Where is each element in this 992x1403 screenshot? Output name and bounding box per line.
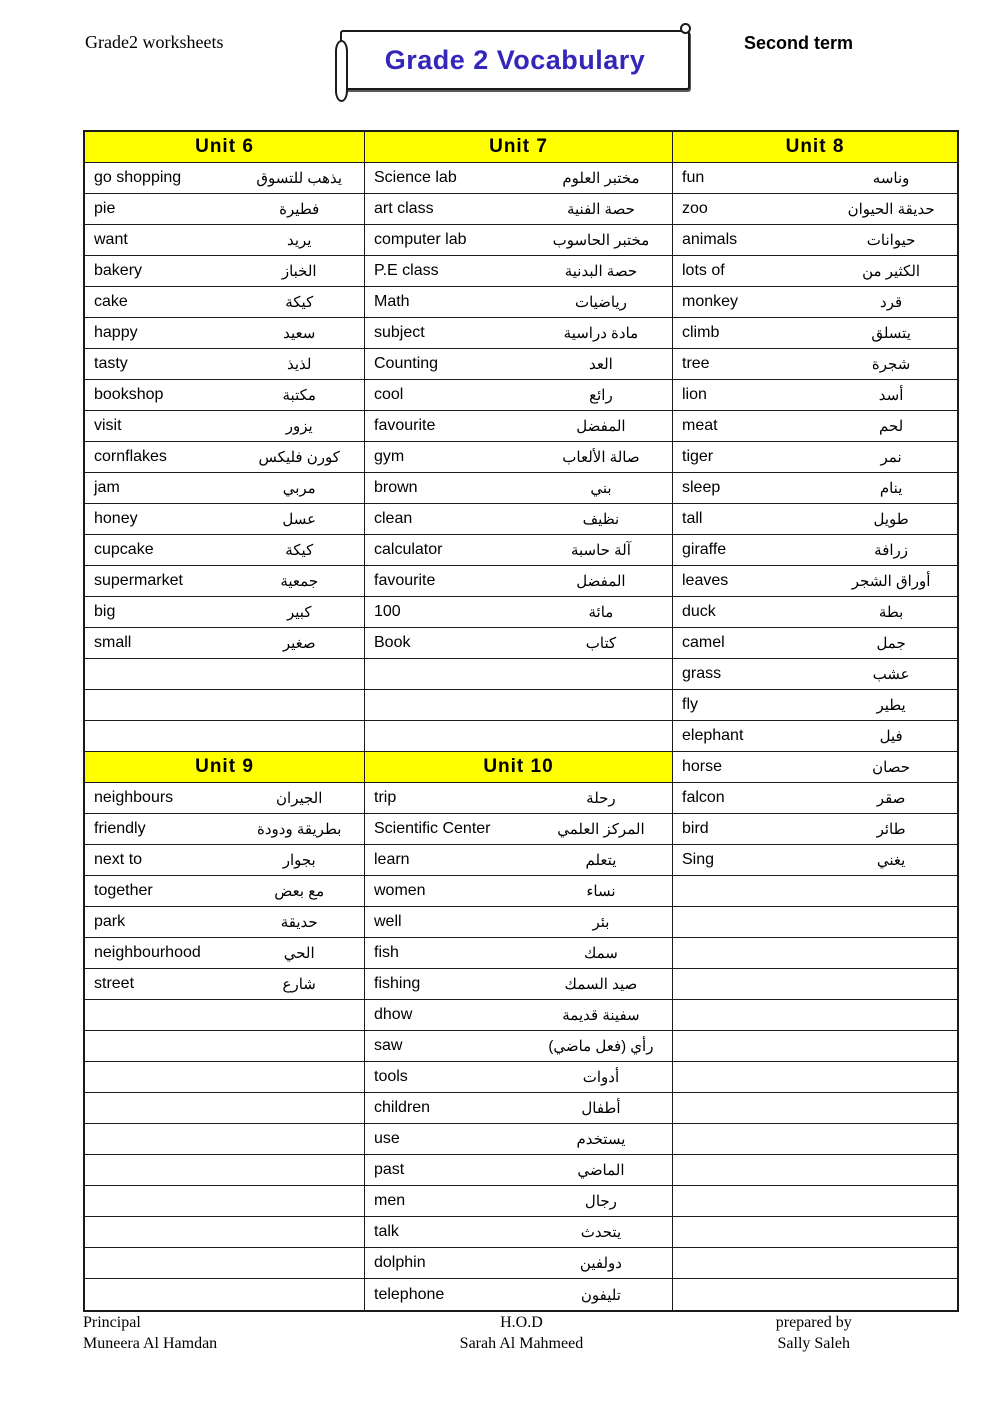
empty-row [673,907,957,938]
table-row [365,504,672,535]
arabic-word: ينام [879,480,903,497]
arabic-word: قرد [880,294,903,311]
english-word: duck [682,603,716,620]
english-word: Scientific Center [374,820,491,837]
english-word: tools [374,1068,408,1085]
arabic-word: المفضل [576,573,626,590]
arabic-word: بني [590,480,612,497]
english-word: pie [94,200,116,217]
empty-row [673,876,957,907]
english-word: clean [374,510,413,527]
empty-row [673,1186,957,1217]
arabic-word: كورن فليكس [258,449,340,466]
empty-row [673,1124,957,1155]
empty-row [673,1248,957,1279]
empty-row [673,1093,957,1124]
arabic-word: يريد [286,232,312,249]
empty-row [85,1217,364,1248]
arabic-word: يزور [285,418,313,435]
table-row [365,1217,672,1248]
arabic-word: الجيران [276,790,323,807]
arabic-word: يذهب للتسوق [256,170,343,187]
unit-column [364,132,672,1310]
unit-header: Unit 8 [673,132,957,163]
arabic-word: كيكة [285,542,314,559]
table-row [85,411,364,442]
english-word: past [374,1161,405,1178]
table-row [365,907,672,938]
english-word: Counting [374,355,439,372]
english-word: meat [682,417,718,434]
footer-name: Sally Saleh [777,1335,850,1352]
table-row [365,783,672,814]
english-word: giraffe [682,541,727,558]
arabic-word: عسل [282,511,317,528]
arabic-word: يطير [876,697,906,714]
english-word: horse [682,758,723,775]
table-row [85,504,364,535]
arabic-word: وناسه [872,170,910,187]
arabic-word: حديقة [280,914,318,931]
footer-hod [375,1312,667,1354]
table-row [85,938,364,969]
table-row [85,845,364,876]
arabic-word: فيل [879,728,903,745]
english-word: fishing [374,975,421,992]
arabic-word: مختبر العلوم [562,170,640,187]
arabic-word: حيوانات [866,232,916,249]
arabic-word: مائة [588,604,614,621]
arabic-word: العد [589,356,613,373]
empty-row [85,1031,364,1062]
table-row [365,163,672,194]
table-row [673,566,957,597]
table-row [365,1031,672,1062]
arabic-word: حديقة الحيوان [847,201,935,218]
arabic-word: الماضي [577,1162,625,1179]
arabic-word: صقر [876,790,906,807]
english-word: honey [94,510,138,527]
arabic-word: المركز العلمي [557,821,645,838]
arabic-word: دولفين [579,1255,622,1272]
arabic-word: بطريقة ودودة [257,821,342,838]
english-word: lion [682,386,707,403]
table-row [365,1248,672,1279]
footer-role: prepared by [775,1314,852,1331]
arabic-word: يتحدث [580,1224,622,1241]
english-word: Sing [682,851,715,868]
arabic-word: مع بعض [274,883,325,900]
arabic-word: صالة الألعاب [562,449,640,466]
scroll-banner [340,30,690,90]
arabic-word: الكثير من [862,263,921,280]
table-row [365,411,672,442]
english-word: lots of [682,262,725,279]
empty-row [85,1062,364,1093]
unit-header: Unit 6 [85,132,364,163]
english-word: 100 [374,603,401,620]
table-row [365,1279,672,1310]
english-word: Book [374,634,411,651]
scroll-curl-icon [680,23,691,34]
table-row [365,1062,672,1093]
table-row [85,628,364,659]
arabic-word: رحلة [586,790,616,807]
arabic-word: يتسلق [871,325,911,342]
arabic-word: المفضل [576,418,626,435]
arabic-word: يستخدم [576,1131,626,1148]
english-word: next to [94,851,143,868]
table-row [673,287,957,318]
arabic-word: مادة دراسية [563,325,639,342]
arabic-word: بجوار [282,852,316,869]
table-row [85,225,364,256]
table-row [673,628,957,659]
english-word: fun [682,169,705,186]
unit-header: Unit 7 [365,132,672,163]
english-word: computer lab [374,231,467,248]
english-word: fly [682,696,698,713]
table-row [85,597,364,628]
english-word: art class [374,200,434,217]
arabic-word: سعيد [283,325,316,342]
table-row [365,194,672,225]
empty-row [365,721,672,752]
table-row [673,473,957,504]
english-word: well [374,913,402,930]
english-word: favourite [374,572,436,589]
arabic-word: جمعية [280,573,319,590]
arabic-word: مربي [282,480,316,497]
table-row [365,1155,672,1186]
arabic-word: الحي [283,945,315,962]
arabic-word: كتاب [585,635,617,652]
footer-prepared-by [668,1312,960,1354]
arabic-word: مختبر الحاسوب [552,232,650,249]
english-word: climb [682,324,720,341]
table-row [673,690,957,721]
table-row [365,442,672,473]
table-row [365,225,672,256]
english-word: dhow [374,1006,413,1023]
english-word: neighbours [94,789,174,806]
table-row [673,163,957,194]
english-word: P.E class [374,262,439,279]
table-row [365,318,672,349]
arabic-word: الخباز [281,263,317,280]
english-word: fish [374,944,399,961]
arabic-word: حصة الفنية [566,201,635,218]
english-word: telephone [374,1285,445,1303]
arabic-word: أسد [878,387,904,404]
english-word: supermarket [94,572,183,589]
empty-row [673,1279,957,1310]
arabic-word: سفينة قديمة [562,1007,640,1024]
english-word: camel [682,634,725,651]
arabic-word: أوراق الشجر [851,573,931,590]
footer-role: Principal [83,1314,141,1331]
english-word: dolphin [374,1254,426,1271]
empty-row [85,721,364,752]
arabic-word: نمر [880,449,902,466]
empty-row [365,659,672,690]
empty-row [673,1031,957,1062]
arabic-word: طويل [873,511,909,528]
empty-row [85,1248,364,1279]
arabic-word: كبير [286,604,312,621]
english-word: trip [374,789,397,806]
english-word: bakery [94,262,143,279]
arabic-word: رجال [584,1193,617,1210]
arabic-word: زرافة [874,542,909,559]
english-word: Math [374,293,410,310]
english-word: men [374,1192,406,1209]
arabic-word: شجرة [871,356,911,373]
english-word: visit [94,417,122,434]
table-row [365,566,672,597]
english-word: tall [682,510,703,527]
empty-row [673,938,957,969]
arabic-word: صغير [282,635,316,652]
english-word: monkey [682,293,739,310]
english-word: subject [374,324,425,341]
empty-row [85,1186,364,1217]
english-word: tiger [682,448,714,465]
table-row [365,597,672,628]
arabic-word: تليفون [580,1286,621,1304]
arabic-word: رياضيات [574,294,627,311]
empty-row [85,1155,364,1186]
arabic-word: يتعلم [585,852,617,869]
empty-row [85,1093,364,1124]
english-word: tasty [94,355,128,372]
arabic-word: يغني [876,852,906,869]
table-row [673,349,957,380]
table-row [365,349,672,380]
table-row [673,535,957,566]
english-word: calculator [374,541,443,558]
table-row [85,535,364,566]
english-word: go shopping [94,169,182,186]
english-word: leaves [682,572,729,589]
arabic-word: لذيذ [286,356,312,373]
table-row [365,535,672,566]
table-row [365,1000,672,1031]
english-word: use [374,1130,400,1147]
table-row [85,783,364,814]
table-row [85,907,364,938]
unit-column [85,132,364,1310]
arabic-word: نظيف [582,511,620,528]
english-word: cake [94,293,128,310]
english-word: street [94,975,135,992]
arabic-word: رأي (فعل ماضي) [548,1038,654,1055]
table-row [365,938,672,969]
empty-row [673,1000,957,1031]
english-word: happy [94,324,138,341]
empty-row [673,1062,957,1093]
empty-row [673,1217,957,1248]
english-word: falcon [682,789,725,806]
english-word: gym [374,448,405,465]
arabic-word: صيد السمك [564,976,638,993]
english-word: cool [374,386,404,403]
arabic-word: أدوات [582,1069,620,1086]
table-row [673,318,957,349]
english-word: Science lab [374,169,457,186]
table-row [365,256,672,287]
english-word: bird [682,820,709,837]
vocab-table [83,130,959,1312]
table-row [365,969,672,1000]
table-row [673,814,957,845]
table-row [365,876,672,907]
arabic-word: جمل [876,635,906,652]
arabic-word: شارع [282,976,316,993]
english-word: elephant [682,727,744,744]
empty-row [365,690,672,721]
worksheet-label: Grade2 worksheets [85,32,224,52]
arabic-word: سمك [583,945,618,962]
english-word: talk [374,1223,399,1240]
footer-role: H.O.D [500,1314,543,1331]
table-row [365,287,672,318]
english-word: tree [682,355,710,372]
english-word: grass [682,665,722,682]
scroll-roll-icon [335,40,348,102]
table-row [365,845,672,876]
english-word: sleep [682,479,721,496]
english-word: brown [374,479,418,496]
table-row [673,659,957,690]
unit-column [672,132,957,1310]
footer-principal [83,1312,375,1354]
arabic-word: كيكة [285,294,314,311]
empty-row [673,1155,957,1186]
arabic-word: رائع [589,387,613,404]
table-row [85,442,364,473]
table-row [365,1124,672,1155]
table-row [85,876,364,907]
english-word: children [374,1099,431,1116]
table-row [673,597,957,628]
table-row [85,380,364,411]
table-row [365,1186,672,1217]
table-row [673,504,957,535]
english-word: saw [374,1037,403,1054]
table-row [673,256,957,287]
table-row [365,814,672,845]
english-word: jam [94,479,120,496]
table-row [673,225,957,256]
english-word: bookshop [94,386,164,403]
empty-row [673,969,957,1000]
empty-row [85,690,364,721]
english-word: learn [374,851,410,868]
english-word: zoo [682,200,708,217]
table-row [673,380,957,411]
empty-row [85,1124,364,1155]
table-row [85,287,364,318]
table-row [365,628,672,659]
english-word: small [94,634,132,651]
english-word: friendly [94,820,146,837]
table-row [85,256,364,287]
arabic-word: حصة البدنية [564,263,638,280]
arabic-word: طائر [876,821,906,838]
table-row [673,721,957,752]
table-row [673,752,957,783]
english-word: big [94,603,116,620]
table-row [85,969,364,1000]
table-row [673,783,957,814]
footer-name: Sarah Al Mahmeed [459,1335,584,1352]
footer [83,1312,960,1354]
english-word: cornflakes [94,448,167,465]
page-title: Grade 2 Vocabulary [384,44,646,75]
arabic-word: أطفال [581,1100,621,1117]
arabic-word: لحم [878,418,904,435]
arabic-word: نساء [586,883,616,900]
table-row [85,318,364,349]
arabic-word: بئر [592,914,610,931]
table-row [85,194,364,225]
english-word: favourite [374,417,436,434]
arabic-word: فطيرة [279,201,320,218]
arabic-word: بطة [878,604,904,621]
english-word: park [94,913,126,930]
english-word: cupcake [94,541,154,558]
unit-header: Unit 10 [365,752,672,783]
table-row [365,380,672,411]
empty-row [85,1000,364,1031]
table-row [365,473,672,504]
unit-header: Unit 9 [85,752,364,783]
english-word: want [94,231,128,248]
table-row [85,566,364,597]
empty-row [85,659,364,690]
english-word: animals [682,231,738,248]
arabic-word: مكتبة [282,387,316,404]
footer-name: Muneera Al Hamdan [83,1335,218,1352]
arabic-word: آلة حاسبة [570,542,631,559]
table-row [673,194,957,225]
term-label: Second term [744,33,854,53]
table-row [85,814,364,845]
english-word: together [94,882,153,899]
table-row [85,163,364,194]
empty-row [85,1279,364,1310]
table-row [365,1093,672,1124]
english-word: women [374,882,426,899]
english-word: neighbourhood [94,944,201,961]
table-row [85,473,364,504]
table-row [673,845,957,876]
arabic-word: عشب [872,666,910,683]
table-row [673,442,957,473]
table-row [673,411,957,442]
arabic-word: حصان [872,759,911,776]
table-row [85,349,364,380]
